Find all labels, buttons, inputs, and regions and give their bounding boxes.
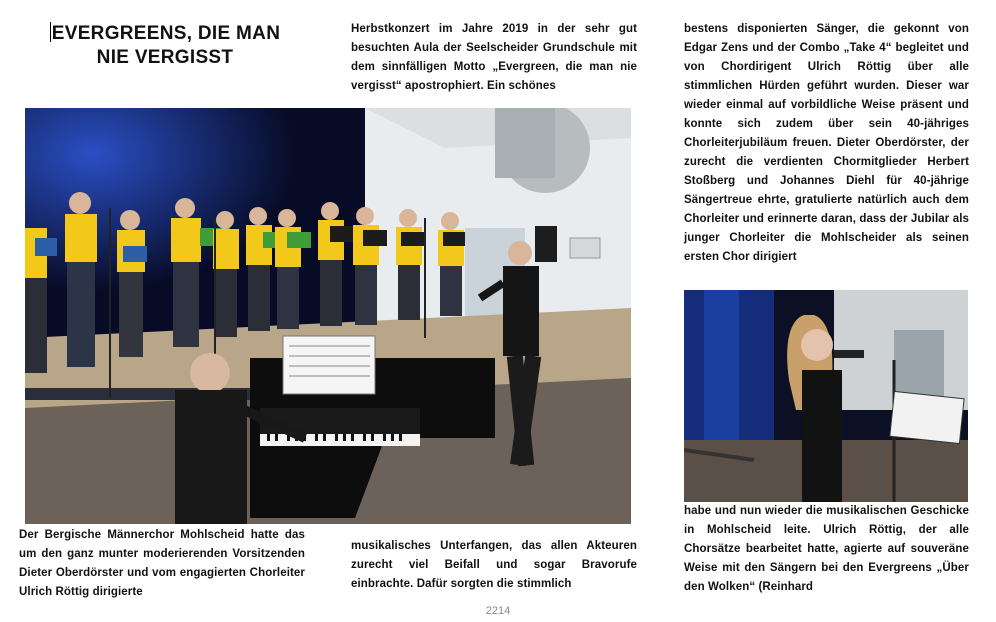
column-2-bottom-paragraph: musikalisches Unterfangen, das allen Akteuren zurecht viel Beifall und sogar Bravorufe einbrachte. Dafür sorgten die stimmlich	[351, 540, 637, 590]
column-2-top-text	[351, 20, 637, 96]
column-1-text	[19, 526, 305, 602]
choir-concert-photo	[25, 108, 631, 524]
title-line-1: EVERGREENS, DIE MAN	[51, 23, 281, 44]
column-1-paragraph: Der Bergische Männerchor Mohlscheid hatte das um den ganz munter moderierenden Vorsitzenden Dieter Oberdörster und vom engagierten Chorleiter Ulrich Röttig dirigierte	[19, 529, 305, 598]
column-2-bottom-text	[351, 537, 637, 594]
column-3-bottom-text	[684, 502, 969, 597]
column-3-top-paragraph: bestens disponierten Sänger, die gekonnt von Edgar Zens und der Combo „Take 4“ begleitet und von Chordirigent Ulrich Röttig über alle stimmlichen Hürden geführt wurden. Dieser war wieder einmal auf vorbildliche Weise präsent und konnte sich zudem über sein 40-jähriges Chorleiterjubiläum freuen. Dieter Oberdörster, der zurecht die verdienten Chormitglieder Herbert Stoßberg und Johannes Diehl für 40-jährige Sängertreue ehrte, gratulierte natürlich auch dem Chorleiter und erinnerte daran, dass der Jubilar als junger Chorleiter die Mohlscheider als seinen ersten Chor dirigiert	[684, 23, 969, 263]
column-2-top-paragraph: Herbstkonzert im Jahre 2019 in der sehr gut besuchten Aula der Seelscheider Grundschule mit dem sinnfälligen Motto „Evergreen, die man nie vergisst“ apostrophiert. Ein schönes	[351, 23, 637, 92]
text-cursor	[50, 22, 51, 42]
column-3-bottom-paragraph: habe und nun wieder die musikalischen Geschicke in Mohlscheid leite. Ulrich Röttig, der alle Chorsätze bearbeitet hatte, agierte auf souveräne Weise mit den Sängern bei den Evergreens „Über den Wolken“ (Reinhard	[684, 505, 969, 593]
title-line-2: NIE VERGISST	[96, 47, 234, 68]
singer-photo	[684, 290, 968, 502]
page-number: 2214	[485, 605, 511, 617]
column-3-top-text	[684, 20, 969, 267]
article-title	[22, 22, 308, 70]
